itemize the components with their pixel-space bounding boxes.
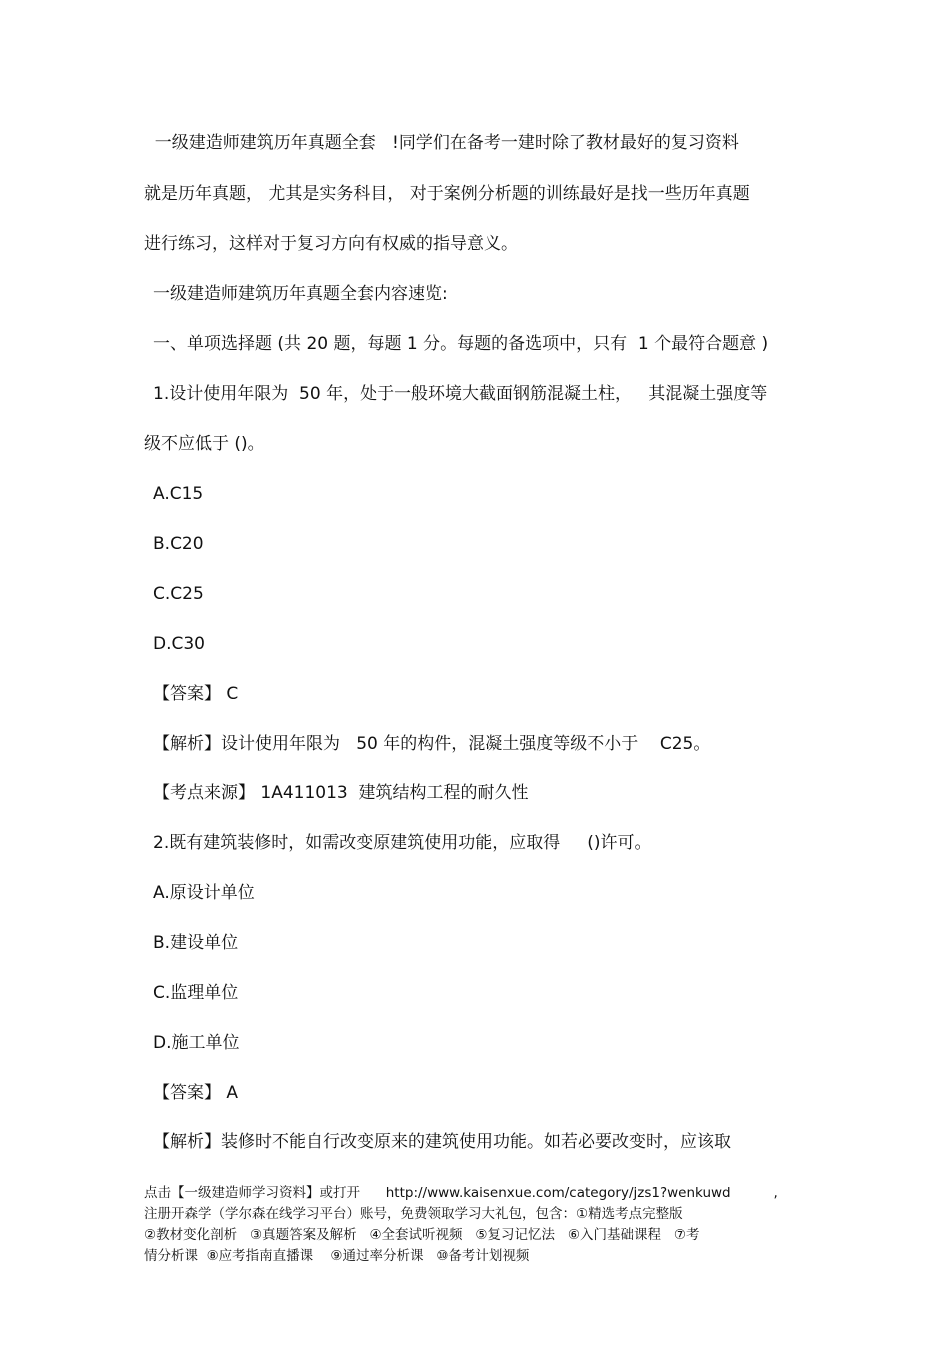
q2-option-c: C.监理单位 xyxy=(153,983,239,1003)
question-2: 2.既有建筑装修时，如需改变原建筑使用功能，应取得 ()许可。 xyxy=(153,833,652,853)
q2-option-d: D.施工单位 xyxy=(153,1033,240,1053)
q1-answer: 【答案】 C xyxy=(153,684,239,704)
q2-answer: 【答案】 A xyxy=(153,1083,239,1103)
q2-analysis: 【解析】装修时不能自行改变原来的建筑使用功能。如若必要改变时，应该取 xyxy=(153,1132,731,1152)
footer-line-register: 注册开森学（学尔森在线学习平台）账号，免费领取学习大礼包，包含：①精选考点完整版 xyxy=(144,1206,683,1222)
q2-option-b: B.建设单位 xyxy=(153,933,239,953)
intro-line-1: 一级建造师建筑历年真题全套 !同学们在备考一建时除了教材最好的复习资料 xyxy=(144,133,739,153)
q1-option-c: C.C25 xyxy=(153,584,204,604)
intro-line-2: 就是历年真题， 尤其是实务科目， 对于案例分析题的训练最好是找一些历年真题 xyxy=(144,184,750,204)
promo-footer xyxy=(144,1183,824,1267)
q1-source: 【考点来源】 1A411013 建筑结构工程的耐久性 xyxy=(153,783,529,803)
footer-line-link[interactable]: 点击【一级建造师学习资料】或打开 http://www.kaisenxue.com/category/jzs1?wenkuwd , xyxy=(144,1185,778,1201)
q1-option-a: A.C15 xyxy=(153,484,204,504)
section-heading: 一、单项选择题 (共 20 题，每题 1 分。每题的备选项中，只有 1 个最符合题意 ) xyxy=(153,334,769,354)
q1-analysis: 【解析】设计使用年限为 50 年的构件，混凝土强度等级不小于 C25。 xyxy=(153,734,711,754)
footer-line-contents-2: 情分析课 ⑧应考指南直播课 ⑨通过率分析课 ⑩备考计划视频 xyxy=(144,1248,530,1264)
q2-option-a: A.原设计单位 xyxy=(153,883,255,903)
question-1-line-2: 级不应低于 ()。 xyxy=(144,434,265,454)
q1-option-d: D.C30 xyxy=(153,634,205,654)
intro-line-3: 进行练习，这样对于复习方向有权威的指导意义。 xyxy=(144,234,518,254)
question-1-line-1: 1.设计使用年限为 50 年，处于一般环境大截面钢筋混凝土柱， 其混凝土强度等 xyxy=(153,384,768,404)
q1-option-b: B.C20 xyxy=(153,534,204,554)
footer-line-contents-1: ②教材变化剖析 ③真题答案及解析 ④全套试听视频 ⑤复习记忆法 ⑥入门基础课程 ⑦考 xyxy=(144,1227,700,1243)
overview-heading: 一级建造师建筑历年真题全套内容速览: xyxy=(153,284,448,304)
